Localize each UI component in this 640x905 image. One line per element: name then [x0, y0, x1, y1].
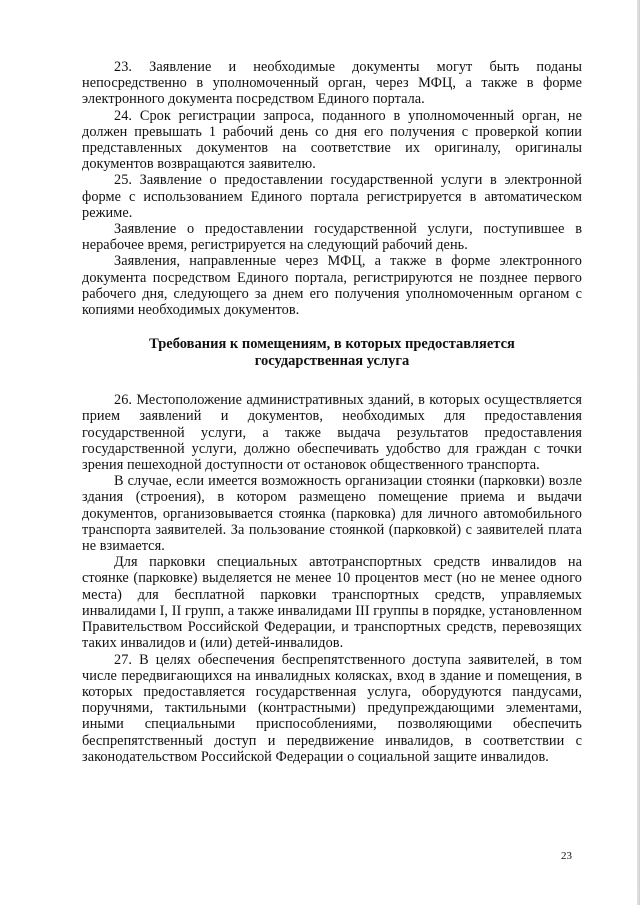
paragraph-23: 23. Заявление и необходимые документы могут быть поданы непосредственно в уполномоченный орган, через МФЦ, а также в форме электронного документа посредством Единого портала.	[82, 59, 582, 108]
paragraph-26: 26. Местоположение административных зданий, в которых осуществляется прием заявлений и документов, необходимых для предоставления государственной услуги, а также выдача результатов предоставления государственной услуги, должно обеспечивать удобство для граждан с точки зрения пешеходной доступности от остановок общественного транспорта.	[82, 392, 582, 474]
document-body	[82, 59, 582, 765]
page-number: 23	[561, 850, 572, 862]
paragraph-25-nonworking-time: Заявление о предоставлении государственной услуги, поступившее в нерабочее время, регистрируется на следующий рабочий день.	[82, 221, 582, 254]
paragraph-24: 24. Срок регистрации запроса, поданного в уполномоченный орган, не должен превышать 1 рабочий день со дня его получения с проверкой копии представленных документов на соответствие их оригиналу, оригиналы документов возвращаются заявителю.	[82, 107, 582, 173]
paragraph-27: 27. В целях обеспечения беспрепятственного доступа заявителей, в том числе передвигающихся на инвалидных колясках, вход в здание и помещения, в которых предоставляется государственная услуга, оборудуются пандусами, поручнями, тактильными (контрастными) предупреждающими элементами, иными специальными приспособлениями, позволяющими обеспечить беспрепятственный доступ и передвижение инвалидов, в соответствии с законодательством Российской Федерации о социальной защите инвалидов.	[82, 651, 582, 765]
paragraph-25-mfc-registration: Заявления, направленные через МФЦ, а также в форме электронного документа посредством Единого портала, регистрируются не позднее первого рабочего дня, следующего за днем его получения уполномоченным органом с копиями необходимых документов.	[82, 253, 582, 319]
section-heading	[82, 336, 582, 370]
paragraph-26-disabled-parking: Для парковки специальных автотранспортных средств инвалидов на стоянке (парковке) выделяется не менее 10 процентов мест (но не менее одного места) для бесплатной парковки транспортных средств, управляемых инвалидами I, II групп, а также инвалидами III группы в порядке, установленном Правительством Российской Федерации, и транспортных средств, перевозящих таких инвалидов и (или) детей-инвалидов.	[82, 554, 582, 652]
paragraph-25: 25. Заявление о предоставлении государственной услуги в электронной форме с использованием Единого портала регистрируется в автоматическом режиме.	[82, 172, 582, 221]
section-heading-line-2: государственная услуга	[254, 353, 410, 370]
section-heading-line-1: Требования к помещениям, в которых предоставляется	[149, 336, 515, 353]
paragraph-26-parking: В случае, если имеется возможность организации стоянки (парковки) возле здания (строения), в котором размещено помещение приема и выдачи документов, организовывается стоянка (парковка) для личного автомобильного транспорта заявителей. За пользование стоянкой (парковкой) с заявителей плата не взимается.	[82, 473, 582, 555]
